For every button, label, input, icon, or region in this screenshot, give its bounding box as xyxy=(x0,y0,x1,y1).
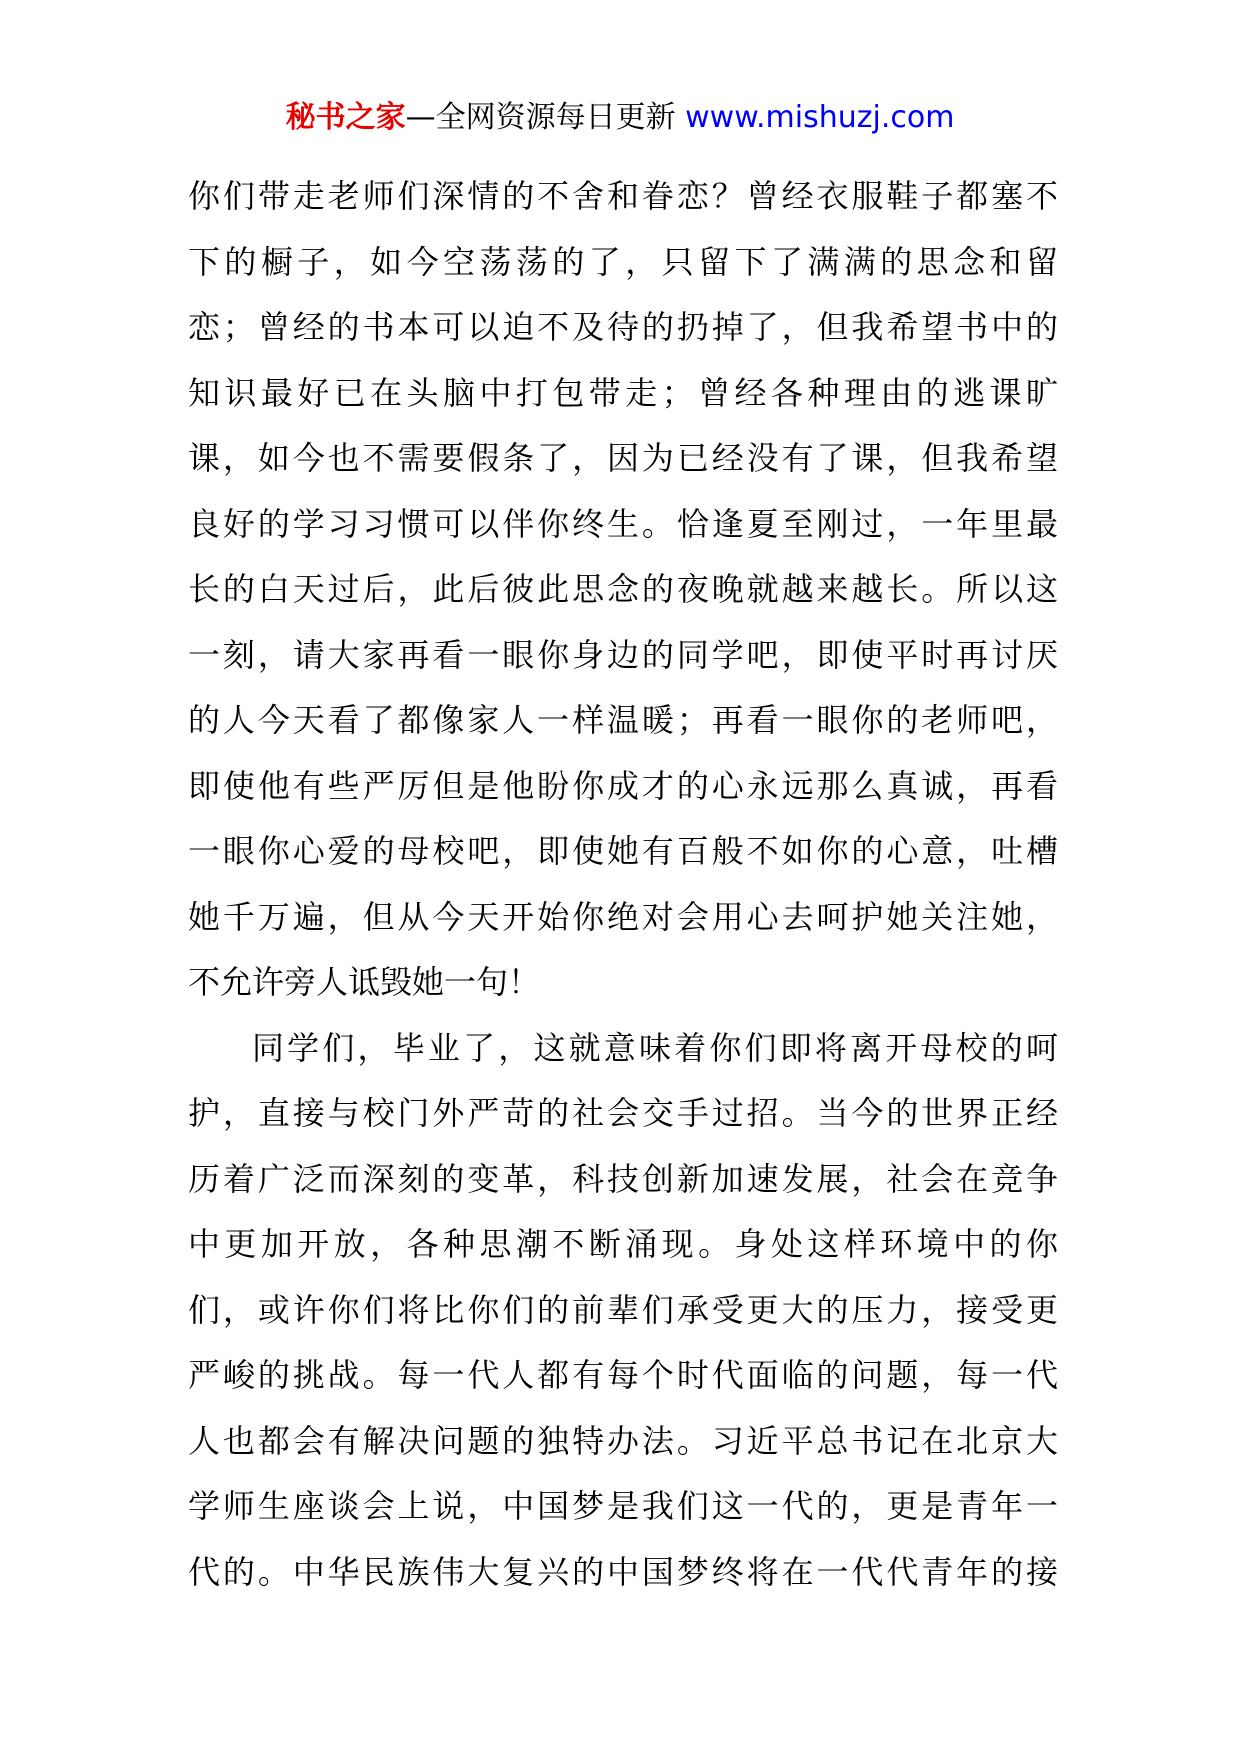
text-line: 长的白天过后，此后彼此思念的夜晚就越来越长。所以这 xyxy=(188,570,1058,608)
text-line: 代的。中华民族伟大复兴的中国梦终将在一代代青年的接 xyxy=(188,1552,1058,1591)
text-line: 历着广泛而深刻的变革，科技创新加速发展，社会在竞争 xyxy=(188,1159,1058,1198)
text-line: 学师生座谈会上说，中国梦是我们这一代的，更是青年一 xyxy=(188,1487,1058,1525)
paragraph-end-line: 不允许旁人诋毁她一句！ xyxy=(188,963,541,1001)
text-line: 人也都会有解决问题的独特办法。习近平总书记在北京大 xyxy=(188,1421,1058,1460)
text-line: 你们带走老师们深情的不舍和眷恋？曾经衣服鞋子都塞不 xyxy=(188,177,1058,215)
header-tagline: —全网资源每日更新 xyxy=(405,100,676,135)
paragraph-start-line: 同学们，毕业了，这就意味着你们即将离开母校的呵 xyxy=(252,1028,1058,1067)
brand-name: 秘书之家 xyxy=(285,100,406,135)
watermark-header xyxy=(0,98,1240,138)
text-line: 们，或许你们将比你们的前辈们承受更大的压力，接受更 xyxy=(188,1290,1058,1329)
text-line: 的人今天看了都像家人一样温暖；再看一眼你的老师吧， xyxy=(188,701,1058,739)
text-line: 护，直接与校门外严苛的社会交手过招。当今的世界正经 xyxy=(188,1094,1058,1132)
text-line: 课，如今也不需要假条了，因为已经没有了课，但我希望 xyxy=(188,439,1058,477)
text-line: 一刻，请大家再看一眼你身边的同学吧，即使平时再讨厌 xyxy=(188,635,1058,674)
text-line: 一眼你心爱的母校吧，即使她有百般不如你的心意，吐槽 xyxy=(188,832,1058,870)
text-line: 良好的学习习惯可以伴你终生。恰逢夏至刚过，一年里最 xyxy=(188,504,1058,543)
text-line: 她千万遍，但从今天开始你绝对会用心去呵护她关注她， xyxy=(188,897,1058,936)
text-line: 知识最好已在头脑中打包带走；曾经各种理由的逃课旷 xyxy=(188,373,1058,412)
text-line: 下的橱子，如今空荡荡的了，只留下了满满的思念和留 xyxy=(188,242,1058,281)
text-line: 恋；曾经的书本可以迫不及待的扔掉了，但我希望书中的 xyxy=(188,308,1058,346)
document-body xyxy=(188,164,1058,1605)
text-line: 即使他有些严厉但是他盼你成才的心永远那么真诚，再看 xyxy=(188,766,1058,805)
text-line: 中更加开放，各种思潮不断涌现。身处这样环境中的你 xyxy=(188,1225,1058,1263)
site-url[interactable]: www.mishuzj.com xyxy=(685,100,955,135)
text-line: 严峻的挑战。每一代人都有每个时代面临的问题，每一代 xyxy=(188,1356,1058,1394)
